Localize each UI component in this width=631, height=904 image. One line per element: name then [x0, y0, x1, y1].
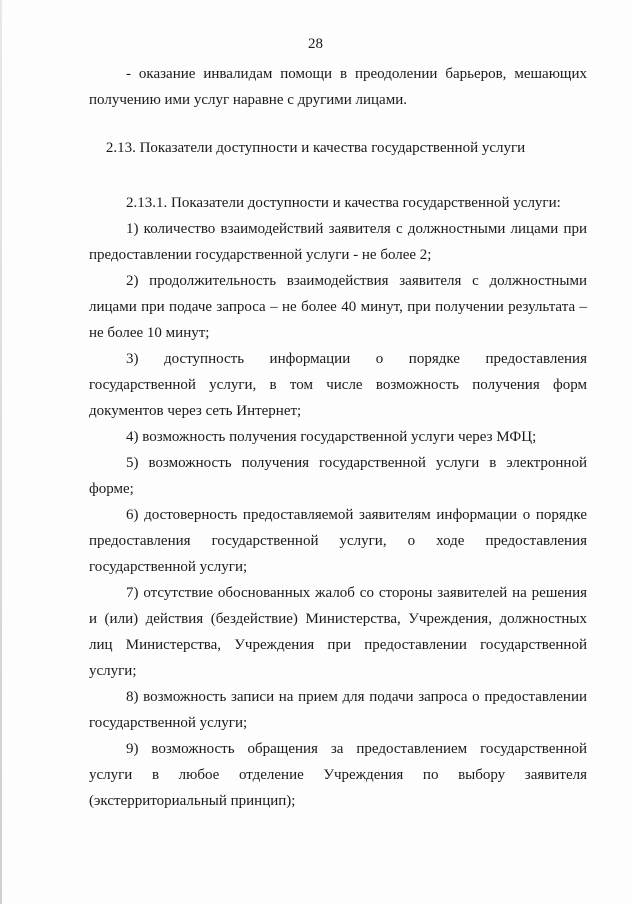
item-5-line-2: форме; — [89, 481, 134, 497]
item-1-line-2: предоставлении государственной услуги - не более 2; — [89, 247, 432, 263]
item-6-line-3: государственной услуги; — [89, 559, 248, 575]
item-7-line-2: и (или) действия (бездействие) Министерства, Учреждения, должностных — [89, 611, 587, 627]
item-6-line-2: предоставления государственной услуги, о ходе предоставления — [89, 533, 587, 549]
item-5-line-1: 5) возможность получения государственной услуги в электронной — [126, 455, 587, 471]
item-7-line-4: услуги; — [89, 663, 137, 679]
item-2-line-2: лицами при подаче запроса – не более 40 минут, при получении результата – — [89, 299, 587, 315]
item-6-line-1: 6) достоверность предоставляемой заявителям информации о порядке — [126, 507, 587, 523]
page-number: 28 — [308, 36, 323, 52]
item-7-line-3: лиц Министерства, Учреждения при предоставлении государственной — [89, 637, 587, 653]
item-3-line-2: государственной услуги, в том числе возможность получения форм — [89, 377, 587, 393]
item-3-line-1: 3) доступность информации о порядке предоставления — [126, 351, 587, 367]
intro-line-1: - оказание инвалидам помощи в преодолении барьеров, мешающих — [126, 66, 587, 82]
item-9-line-1: 9) возможность обращения за предоставлением государственной — [126, 741, 587, 757]
item-8-line-1: 8) возможность записи на прием для подачи запроса о предоставлении — [126, 689, 587, 705]
scan-edge — [0, 0, 2, 904]
item-8-line-2: государственной услуги; — [89, 715, 248, 731]
item-9-line-3: (экстерриториальный принцип); — [89, 793, 296, 809]
intro-line-2: получению ими услуг наравне с другими лицами. — [89, 92, 407, 108]
item-1-line-1: 1) количество взаимодействий заявителя с должностными лицами при — [126, 221, 587, 237]
subsection-heading: 2.13.1. Показатели доступности и качества государственной услуги: — [126, 195, 561, 211]
item-3-line-3: документов через сеть Интернет; — [89, 403, 302, 419]
item-7-line-1: 7) отсутствие обоснованных жалоб со стороны заявителей на решения — [126, 585, 587, 601]
item-2-line-1: 2) продолжительность взаимодействия заявителя с должностными — [126, 273, 587, 289]
item-2-line-3: не более 10 минут; — [89, 325, 210, 341]
item-9-line-2: услуги в любое отделение Учреждения по выбору заявителя — [89, 767, 587, 783]
section-heading: 2.13. Показатели доступности и качества государственной услуги — [105, 140, 526, 156]
item-4-line-1: 4) возможность получения государственной услуги через МФЦ; — [126, 429, 537, 445]
